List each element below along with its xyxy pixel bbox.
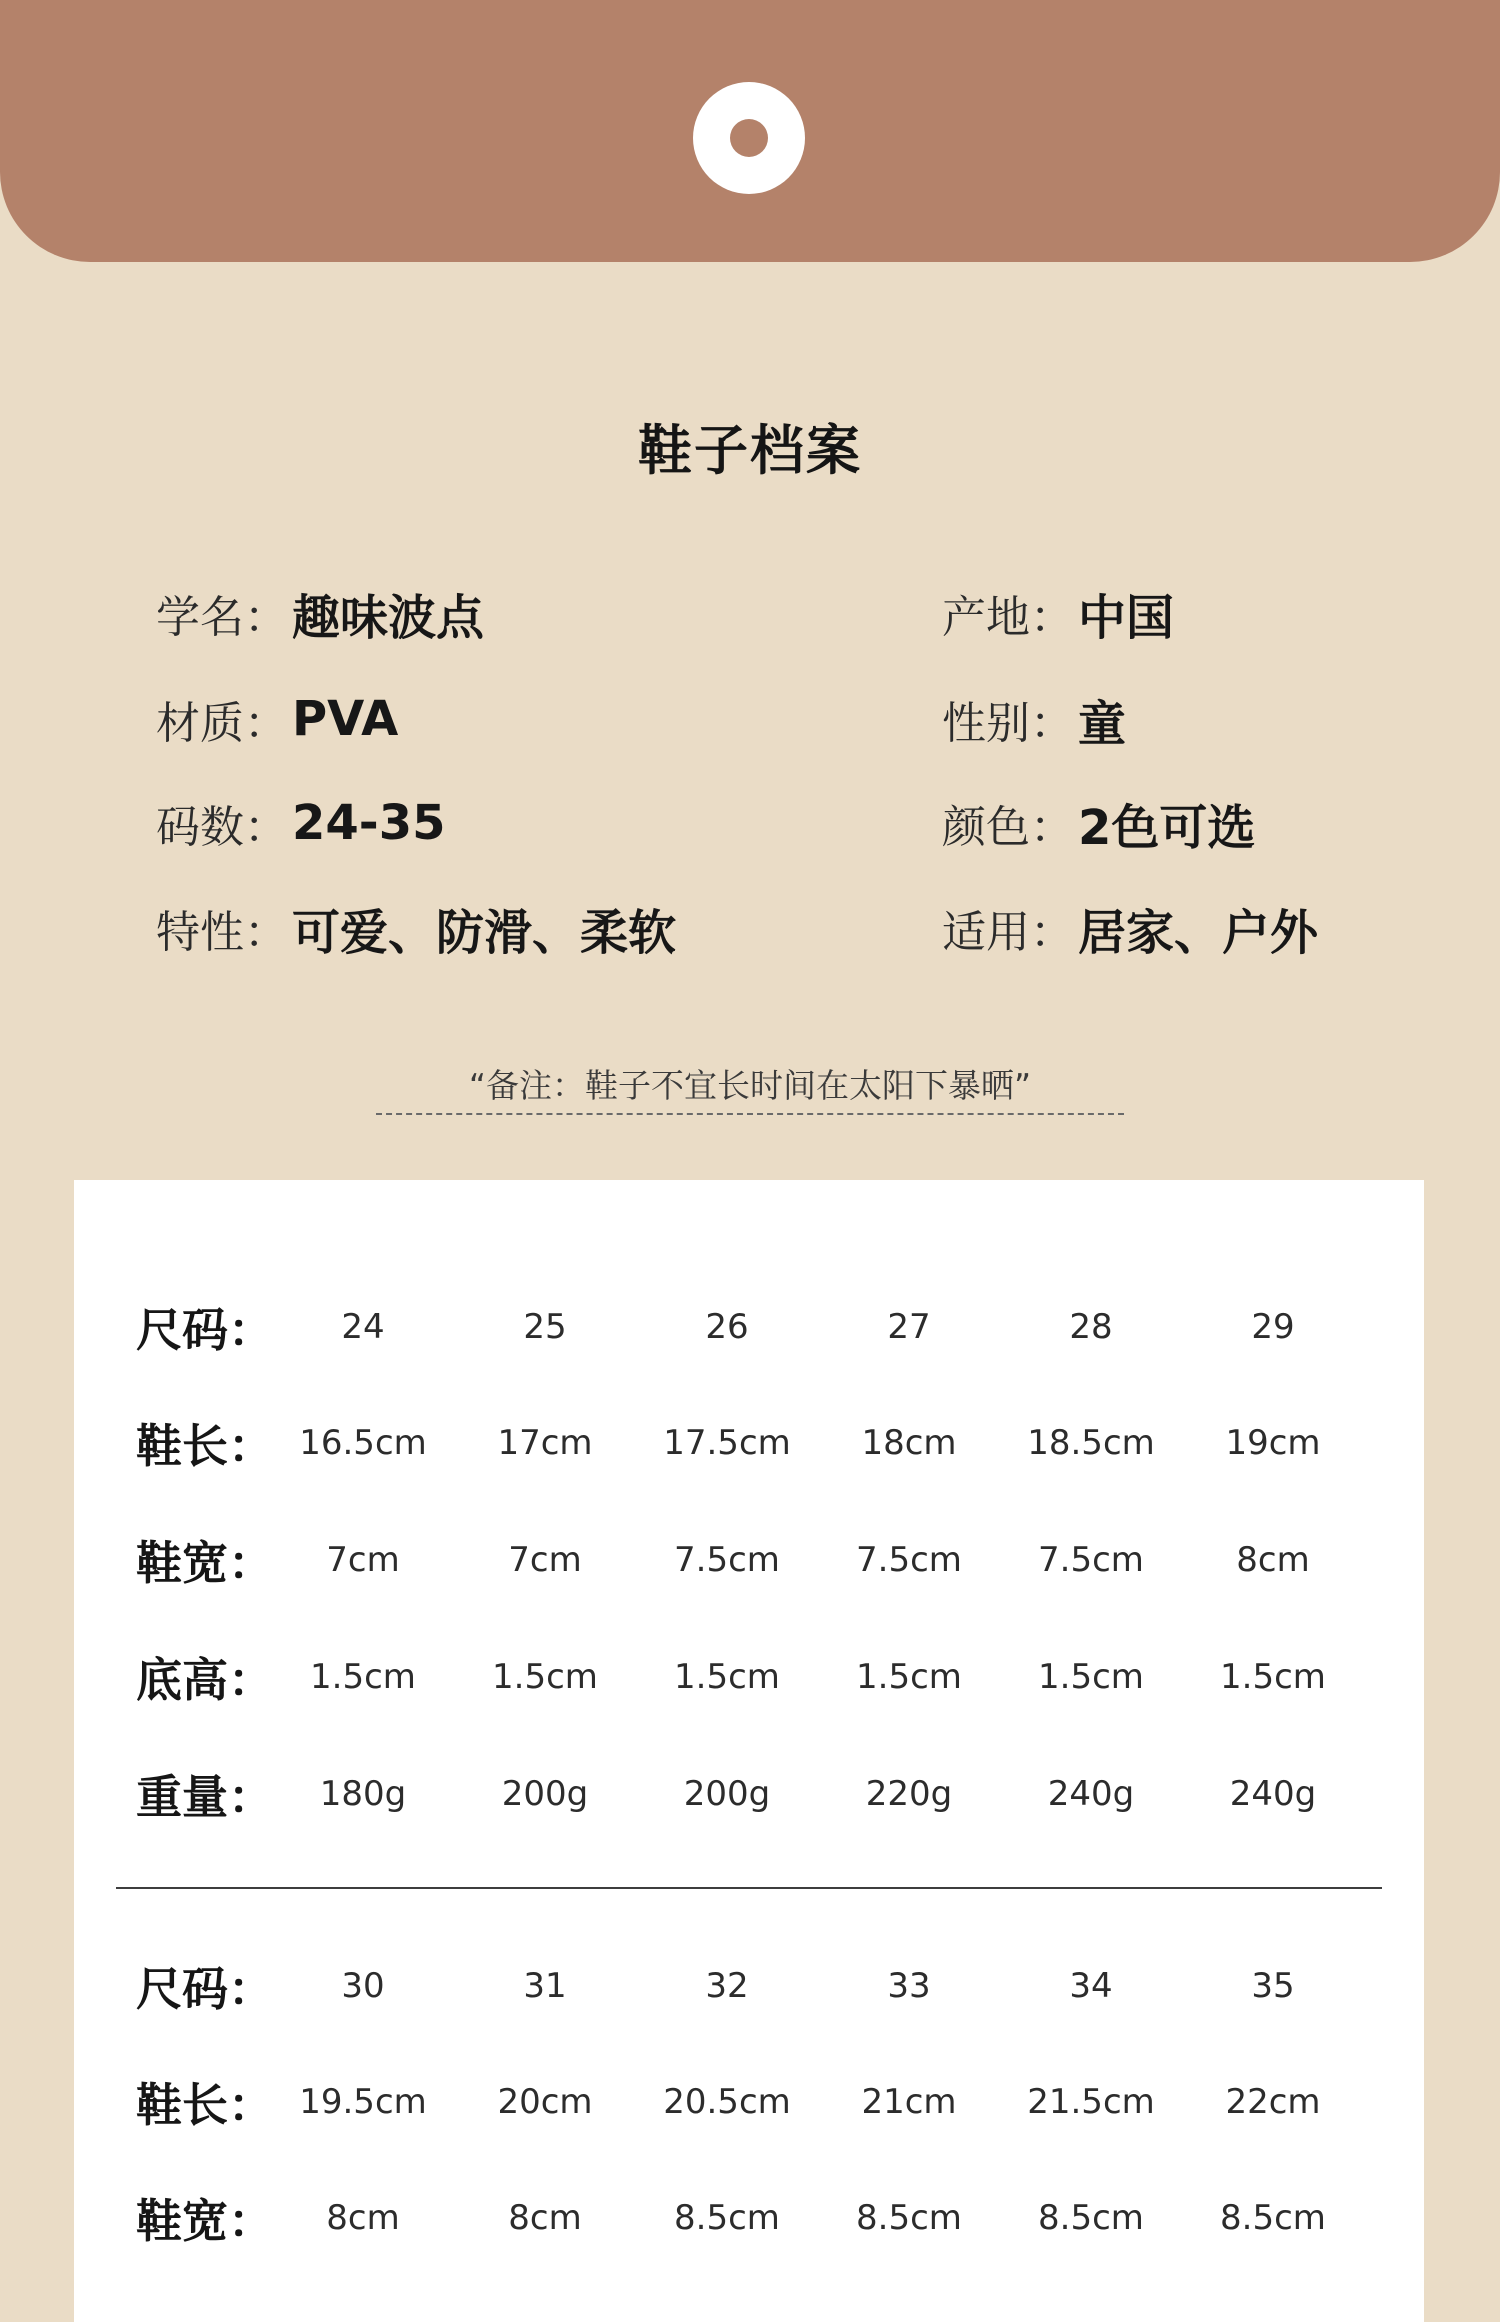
info-value: 2色可选 [1078,799,1256,856]
info-color [942,788,1255,858]
info-label: 性别： [942,698,1074,749]
table-cell: 31 [523,1966,567,2006]
info-value: 趣味波点 [292,589,485,646]
table-cell: 26 [705,1307,749,1347]
tag-header [0,0,1500,262]
info-label: 材质： [156,698,288,749]
table-row-weight [136,1759,1386,1829]
table-cell: 21cm [861,2082,957,2122]
table-cell: 25 [523,1307,567,1347]
info-value: 可爱、防滑、柔软 [292,904,677,961]
row-label: 底高： [136,1653,274,1707]
table-cell: 20cm [497,2082,593,2122]
table-cell: 1.5cm [310,1657,416,1697]
row-cells [272,1657,1364,1697]
table-cell: 17cm [497,1423,593,1463]
row-cells [272,1966,1364,2006]
table-cell: 8cm [508,2198,582,2238]
info-gender [942,684,1126,754]
info-label: 码数： [156,802,288,853]
table-row-width [136,2183,1386,2253]
table-cell: 200g [683,1774,771,1814]
care-note: “备注：鞋子不宜长时间在太阳下暴晒” [468,1066,1032,1105]
page-title: 鞋子档案 [638,419,862,482]
info-value: PVA [292,691,399,747]
table-cell: 27 [887,1307,931,1347]
tag-hole-icon [693,82,805,194]
info-label: 产地： [942,592,1074,643]
table-cell: 33 [887,1966,931,2006]
table-cell: 240g [1047,1774,1135,1814]
table-cell: 1.5cm [1038,1657,1144,1697]
table-cell: 28 [1069,1307,1113,1347]
row-label: 鞋长： [136,1419,274,1473]
row-cells [272,1307,1364,1347]
table-row-width [136,1525,1386,1595]
info-size-range [156,788,446,858]
table-cell: 1.5cm [1220,1657,1326,1697]
row-label: 鞋宽： [136,2194,274,2248]
table-cell: 18cm [861,1423,957,1463]
table-cell: 1.5cm [856,1657,962,1697]
info-label: 学名： [156,592,288,643]
table-cell: 8.5cm [1038,2198,1144,2238]
row-label: 尺码： [136,1303,274,1357]
row-cells [272,2198,1364,2238]
info-value: 中国 [1078,589,1175,646]
table-cell: 7.5cm [856,1540,962,1580]
info-value: 童 [1078,695,1127,752]
info-usage [942,893,1318,963]
tag-hole-center [730,119,768,157]
row-label: 鞋宽： [136,1536,274,1590]
info-label: 适用： [942,907,1074,958]
table-cell: 17.5cm [663,1423,791,1463]
table-cell: 180g [319,1774,407,1814]
row-label: 重量： [136,1770,274,1824]
table-cell: 220g [865,1774,953,1814]
table-row-length [136,2067,1386,2137]
table-cell: 18.5cm [1027,1423,1155,1463]
row-cells [272,1423,1364,1463]
table-cell: 22cm [1225,2082,1321,2122]
table-row-size [136,1951,1386,2021]
table-cell: 7.5cm [674,1540,780,1580]
table-cell: 7.5cm [1038,1540,1144,1580]
table-row-size [136,1292,1386,1362]
table-cell: 16.5cm [299,1423,427,1463]
table-cell: 8cm [326,2198,400,2238]
info-features [156,893,676,963]
table-cell: 21.5cm [1027,2082,1155,2122]
table-cell: 8cm [1236,1540,1310,1580]
table-cell: 19cm [1225,1423,1321,1463]
table-cell: 240g [1229,1774,1317,1814]
table-divider [116,1887,1382,1889]
row-label: 鞋长： [136,2078,274,2132]
table-cell: 32 [705,1966,749,2006]
table-cell: 34 [1069,1966,1113,2006]
table-cell: 30 [341,1966,385,2006]
info-value: 24-35 [292,795,446,851]
row-cells [272,1540,1364,1580]
info-label: 特性： [156,907,288,958]
row-cells [272,1774,1364,1814]
table-cell: 8.5cm [674,2198,780,2238]
table-cell: 35 [1251,1966,1295,2006]
table-cell: 24 [341,1307,385,1347]
info-value: 居家、户外 [1078,904,1319,961]
table-cell: 8.5cm [1220,2198,1326,2238]
table-cell: 200g [501,1774,589,1814]
info-origin [942,578,1174,648]
info-name [156,578,484,648]
row-label: 尺码： [136,1962,274,2016]
table-cell: 7cm [326,1540,400,1580]
table-cell: 7cm [508,1540,582,1580]
table-cell: 19.5cm [299,2082,427,2122]
info-material [156,684,398,754]
table-cell: 20.5cm [663,2082,791,2122]
table-cell: 1.5cm [674,1657,780,1697]
note-underline [376,1113,1124,1115]
table-row-length [136,1408,1386,1478]
table-cell: 8.5cm [856,2198,962,2238]
row-cells [272,2082,1364,2122]
table-cell: 29 [1251,1307,1295,1347]
table-cell: 1.5cm [492,1657,598,1697]
table-row-sole-height [136,1642,1386,1712]
info-label: 颜色： [942,802,1074,853]
size-table-card [74,1180,1424,2322]
